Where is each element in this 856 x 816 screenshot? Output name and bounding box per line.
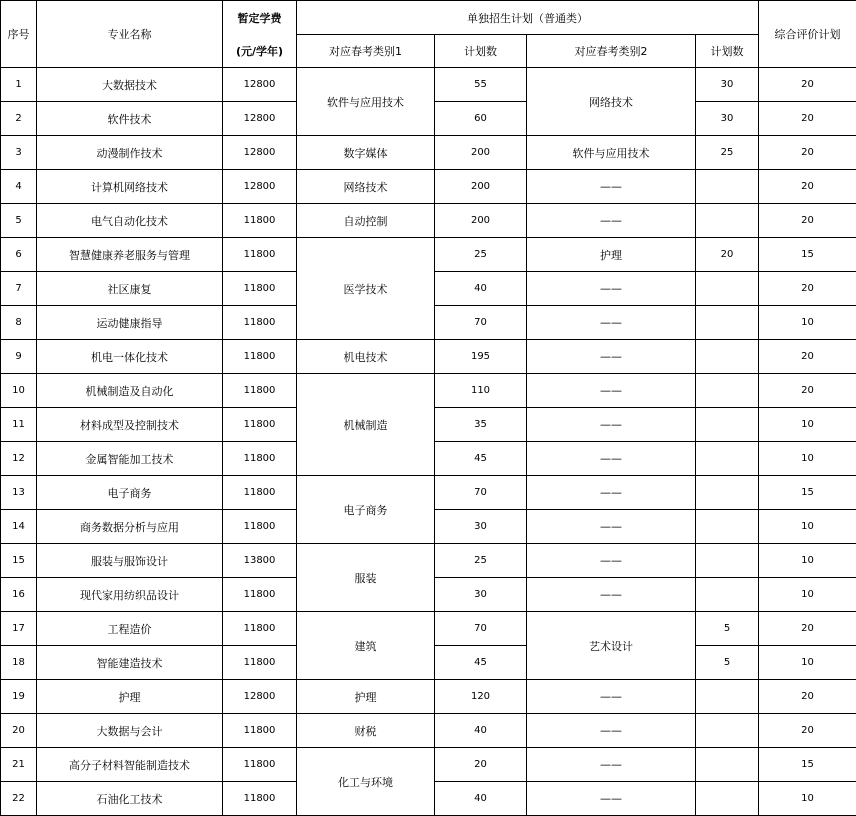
cell-plan2: 5: [696, 646, 759, 680]
cell-fee: 11800: [223, 306, 297, 340]
cell-fee: 12800: [223, 136, 297, 170]
table-row: [1, 374, 856, 408]
cell-plan2: [696, 782, 759, 816]
cell-comprehensive: 15: [759, 476, 856, 510]
cell-plan1: 70: [435, 476, 527, 510]
cell-plan2: 30: [696, 102, 759, 136]
cell-plan2: 30: [696, 68, 759, 102]
cell-major: 材料成型及控制技术: [37, 408, 223, 442]
cell-comprehensive: 20: [759, 374, 856, 408]
table-row: [1, 680, 856, 714]
cell-plan2: [696, 578, 759, 612]
header-single-plan: 单独招生计划（普通类）: [297, 1, 759, 35]
cell-cat1: 医学技术: [297, 238, 435, 340]
cell-fee: 12800: [223, 102, 297, 136]
cell-plan2: [696, 748, 759, 782]
cell-major: 动漫制作技术: [37, 136, 223, 170]
cell-comprehensive: 20: [759, 68, 856, 102]
cell-comprehensive: 15: [759, 748, 856, 782]
cell-index: 5: [1, 204, 37, 238]
cell-major: 智慧健康养老服务与管理: [37, 238, 223, 272]
cell-cat1: 机械制造: [297, 374, 435, 476]
cell-plan2: [696, 714, 759, 748]
cell-major: 商务数据分析与应用: [37, 510, 223, 544]
cell-plan1: 40: [435, 714, 527, 748]
table-row: [1, 340, 856, 374]
cell-plan1: 25: [435, 544, 527, 578]
cell-cat1: 软件与应用技术: [297, 68, 435, 136]
cell-plan1: 45: [435, 442, 527, 476]
cell-plan2: [696, 510, 759, 544]
cell-cat2: ——: [527, 204, 696, 238]
cell-cat2: ——: [527, 374, 696, 408]
cell-fee: 11800: [223, 340, 297, 374]
header-plan2: 计划数: [696, 35, 759, 68]
cell-index: 3: [1, 136, 37, 170]
cell-major: 工程造价: [37, 612, 223, 646]
cell-major: 机电一体化技术: [37, 340, 223, 374]
cell-cat1: 网络技术: [297, 170, 435, 204]
cell-major: 石油化工技术: [37, 782, 223, 816]
cell-plan1: 200: [435, 170, 527, 204]
cell-fee: 12800: [223, 680, 297, 714]
cell-major: 智能建造技术: [37, 646, 223, 680]
cell-comprehensive: 10: [759, 782, 856, 816]
cell-cat2: ——: [527, 442, 696, 476]
cell-cat1: 服装: [297, 544, 435, 612]
cell-major: 服装与服饰设计: [37, 544, 223, 578]
cell-cat2: ——: [527, 748, 696, 782]
cell-index: 15: [1, 544, 37, 578]
cell-comprehensive: 10: [759, 306, 856, 340]
cell-comprehensive: 10: [759, 646, 856, 680]
cell-major: 大数据与会计: [37, 714, 223, 748]
cell-index: 13: [1, 476, 37, 510]
cell-cat1: 建筑: [297, 612, 435, 680]
cell-fee: 11800: [223, 578, 297, 612]
cell-comprehensive: 10: [759, 442, 856, 476]
cell-plan1: 45: [435, 646, 527, 680]
cell-plan1: 200: [435, 204, 527, 238]
cell-major: 高分子材料智能制造技术: [37, 748, 223, 782]
cell-plan2: [696, 204, 759, 238]
cell-plan1: 30: [435, 510, 527, 544]
cell-plan1: 40: [435, 782, 527, 816]
cell-plan1: 55: [435, 68, 527, 102]
cell-plan1: 40: [435, 272, 527, 306]
cell-plan2: 25: [696, 136, 759, 170]
cell-comprehensive: 20: [759, 170, 856, 204]
cell-comprehensive: 20: [759, 102, 856, 136]
table-row: [1, 68, 856, 102]
table-row: [1, 748, 856, 782]
cell-plan2: 5: [696, 612, 759, 646]
cell-plan1: 60: [435, 102, 527, 136]
cell-comprehensive: 10: [759, 408, 856, 442]
cell-fee: 11800: [223, 782, 297, 816]
cell-major: 电子商务: [37, 476, 223, 510]
cell-plan1: 30: [435, 578, 527, 612]
cell-index: 1: [1, 68, 37, 102]
cell-index: 14: [1, 510, 37, 544]
cell-plan2: [696, 306, 759, 340]
cell-fee: 12800: [223, 170, 297, 204]
cell-major: 电气自动化技术: [37, 204, 223, 238]
cell-index: 22: [1, 782, 37, 816]
table-row: [1, 612, 856, 646]
cell-plan1: 70: [435, 612, 527, 646]
cell-cat2: 网络技术: [527, 68, 696, 136]
cell-comprehensive: 20: [759, 714, 856, 748]
cell-plan2: [696, 544, 759, 578]
cell-fee: 11800: [223, 748, 297, 782]
cell-comprehensive: 20: [759, 680, 856, 714]
cell-fee: 12800: [223, 68, 297, 102]
cell-comprehensive: 20: [759, 612, 856, 646]
cell-plan1: 20: [435, 748, 527, 782]
cell-plan2: [696, 170, 759, 204]
cell-fee: 11800: [223, 204, 297, 238]
cell-cat1: 机电技术: [297, 340, 435, 374]
cell-major: 护理: [37, 680, 223, 714]
cell-index: 11: [1, 408, 37, 442]
cell-cat1: 电子商务: [297, 476, 435, 544]
cell-comprehensive: 20: [759, 272, 856, 306]
cell-major: 软件技术: [37, 102, 223, 136]
cell-cat1: 自动控制: [297, 204, 435, 238]
cell-major: 现代家用纺织品设计: [37, 578, 223, 612]
cell-index: 12: [1, 442, 37, 476]
cell-comprehensive: 20: [759, 204, 856, 238]
cell-index: 10: [1, 374, 37, 408]
cell-cat1: 财税: [297, 714, 435, 748]
cell-cat2: ——: [527, 170, 696, 204]
cell-plan2: [696, 442, 759, 476]
cell-index: 21: [1, 748, 37, 782]
cell-major: 机械制造及自动化: [37, 374, 223, 408]
cell-cat2: 护理: [527, 238, 696, 272]
cell-index: 16: [1, 578, 37, 612]
cell-fee: 11800: [223, 646, 297, 680]
table-row: [1, 170, 856, 204]
cell-plan2: [696, 408, 759, 442]
cell-cat2: ——: [527, 476, 696, 510]
cell-plan2: [696, 476, 759, 510]
cell-comprehensive: 10: [759, 510, 856, 544]
cell-comprehensive: 10: [759, 578, 856, 612]
cell-comprehensive: 10: [759, 544, 856, 578]
cell-index: 6: [1, 238, 37, 272]
cell-plan2: 20: [696, 238, 759, 272]
cell-plan2: [696, 340, 759, 374]
cell-cat2: ——: [527, 408, 696, 442]
cell-major: 金属智能加工技术: [37, 442, 223, 476]
cell-fee: 11800: [223, 612, 297, 646]
cell-index: 19: [1, 680, 37, 714]
cell-cat2: 软件与应用技术: [527, 136, 696, 170]
cell-cat1: 护理: [297, 680, 435, 714]
table-row: [1, 204, 856, 238]
cell-plan1: 35: [435, 408, 527, 442]
cell-index: 20: [1, 714, 37, 748]
cell-index: 4: [1, 170, 37, 204]
header-cat2: 对应春考类别2: [527, 35, 696, 68]
cell-index: 17: [1, 612, 37, 646]
cell-comprehensive: 20: [759, 340, 856, 374]
header-plan1: 计划数: [435, 35, 527, 68]
header-fee: 暂定学费: [223, 1, 297, 35]
cell-cat2: ——: [527, 272, 696, 306]
cell-plan1: 110: [435, 374, 527, 408]
cell-plan1: 70: [435, 306, 527, 340]
cell-index: 8: [1, 306, 37, 340]
cell-cat2: ——: [527, 544, 696, 578]
table-row: [1, 714, 856, 748]
cell-plan1: 25: [435, 238, 527, 272]
cell-plan1: 200: [435, 136, 527, 170]
cell-cat2: ——: [527, 510, 696, 544]
table-row: [1, 476, 856, 510]
cell-fee: 13800: [223, 544, 297, 578]
cell-cat2: ——: [527, 306, 696, 340]
header-comprehensive: 综合评价计划: [759, 1, 856, 68]
cell-major: 大数据技术: [37, 68, 223, 102]
cell-major: 社区康复: [37, 272, 223, 306]
cell-fee: 11800: [223, 408, 297, 442]
cell-fee: 11800: [223, 238, 297, 272]
cell-fee: 11800: [223, 442, 297, 476]
cell-plan2: [696, 374, 759, 408]
cell-plan2: [696, 272, 759, 306]
cell-fee: 11800: [223, 476, 297, 510]
cell-plan1: 195: [435, 340, 527, 374]
header-index: 序号: [1, 1, 37, 68]
cell-cat2: ——: [527, 680, 696, 714]
cell-fee: 11800: [223, 714, 297, 748]
cell-cat1: 数字媒体: [297, 136, 435, 170]
cell-cat2: ——: [527, 340, 696, 374]
cell-fee: 11800: [223, 510, 297, 544]
header-cat1: 对应春考类别1: [297, 35, 435, 68]
cell-index: 7: [1, 272, 37, 306]
cell-cat2: ——: [527, 782, 696, 816]
cell-comprehensive: 20: [759, 136, 856, 170]
cell-cat2: ——: [527, 578, 696, 612]
cell-index: 9: [1, 340, 37, 374]
cell-major: 运动健康指导: [37, 306, 223, 340]
header-fee-unit: (元/学年): [223, 35, 297, 68]
cell-index: 2: [1, 102, 37, 136]
table-row: [1, 136, 856, 170]
cell-cat2: ——: [527, 714, 696, 748]
table-row: [1, 238, 856, 272]
header-major: 专业名称: [37, 1, 223, 68]
cell-major: 计算机网络技术: [37, 170, 223, 204]
cell-cat2: 艺术设计: [527, 612, 696, 680]
cell-plan2: [696, 680, 759, 714]
cell-index: 18: [1, 646, 37, 680]
table-row: [1, 544, 856, 578]
cell-plan1: 120: [435, 680, 527, 714]
cell-comprehensive: 15: [759, 238, 856, 272]
cell-cat1: 化工与环境: [297, 748, 435, 816]
cell-fee: 11800: [223, 374, 297, 408]
cell-fee: 11800: [223, 272, 297, 306]
